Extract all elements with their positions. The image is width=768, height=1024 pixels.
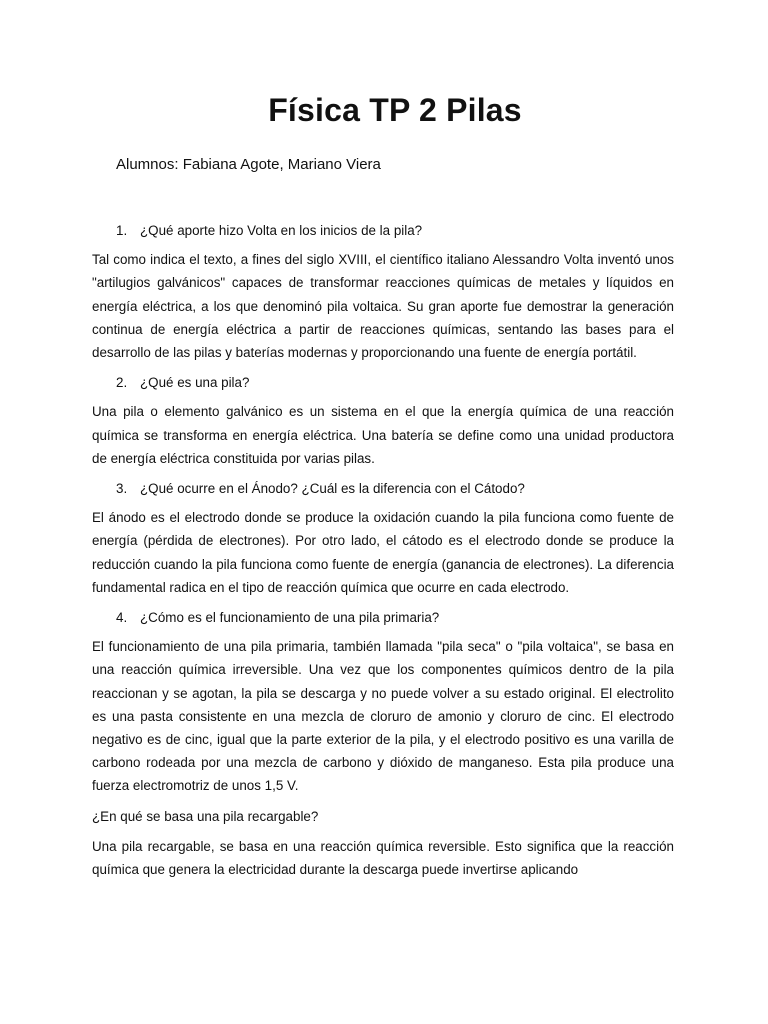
- question-text: ¿Qué aporte hizo Volta en los inicios de la pila?: [140, 223, 423, 238]
- question-rechargeable: ¿En qué se basa una pila recargable?: [92, 808, 319, 824]
- students-line: Alumnos: Fabiana Agote, Mariano Viera: [116, 156, 381, 173]
- question-text: ¿Cómo es el funcionamiento de una pila primaria?: [140, 610, 440, 626]
- page-title: Física TP 2 Pilas: [268, 92, 522, 128]
- question-1: [92, 219, 674, 242]
- question-2: [92, 371, 674, 394]
- question-4: [92, 606, 674, 629]
- question-3: [92, 477, 674, 500]
- answer-3: El ánodo es el electrodo donde se produce la oxidación cuando la pila funciona como fuente de energía (pérdida de electrones). Por otro lado, el cátodo es el electrodo donde se produce la reducción cuando la pila funciona como fuente de energía (ganancia de electrones). La diferencia fundamental radica en el tipo de reacción química que ocurre en cada electrodo.: [92, 510, 674, 595]
- question-number: 4.: [116, 610, 128, 626]
- question-number: 1.: [116, 223, 128, 238]
- document-body: [92, 219, 674, 888]
- answer-2: Una pila o elemento galvánico es un sistema en el que la energía química de una reacción química se transforma en energía eléctrica. Una batería se define como una unidad productora de energía eléctrica constituida por varias pilas.: [92, 404, 674, 466]
- question-number: 3.: [116, 481, 128, 497]
- answer-4: El funcionamiento de una pila primaria, también llamada "pila seca" o "pila voltaica", se basa en una reacción química irreversible. Una vez que los componentes químicos dentro de la pila reaccionan y se agotan, la pila se descarga y no puede volver a su estado original. El electrolito es una pasta consistente en una mezcla de cloruro de amonio y cloruro de cinc. El electrodo negativo es de cinc, igual que la parte exterior de la pila, y el electrodo positivo es una varilla de carbono rodeada por una mezcla de carbono y dióxido de manganeso. Esta pila produce una fuerza electromotriz de unos 1,5 V.: [92, 639, 674, 794]
- question-text: ¿Qué es una pila?: [140, 375, 250, 391]
- answer-rechargeable: Una pila recargable, se basa en una reacción química reversible. Esto significa que la reacción química que genera la electricidad durante la descarga puede invertirse aplicando: [92, 838, 674, 878]
- question-number: 2.: [116, 375, 128, 391]
- answer-1: Tal como indica el texto, a fines del siglo XVIII, el científico italiano Alessandro Volta inventó unos "artilugios galvánicos" capaces de transformar reacciones químicas de metales y líquidos en energía eléctrica, a los que denominó pila voltaica. Su gran aporte fue demostrar la generación continua de energía eléctrica a partir de reacciones químicas, sentando las bases para el desarrollo de las pilas y baterías modernas y proporcionando una fuente de energía portátil.: [92, 252, 674, 361]
- question-text: ¿Qué ocurre en el Ánodo? ¿Cuál es la diferencia con el Cátodo?: [140, 481, 525, 497]
